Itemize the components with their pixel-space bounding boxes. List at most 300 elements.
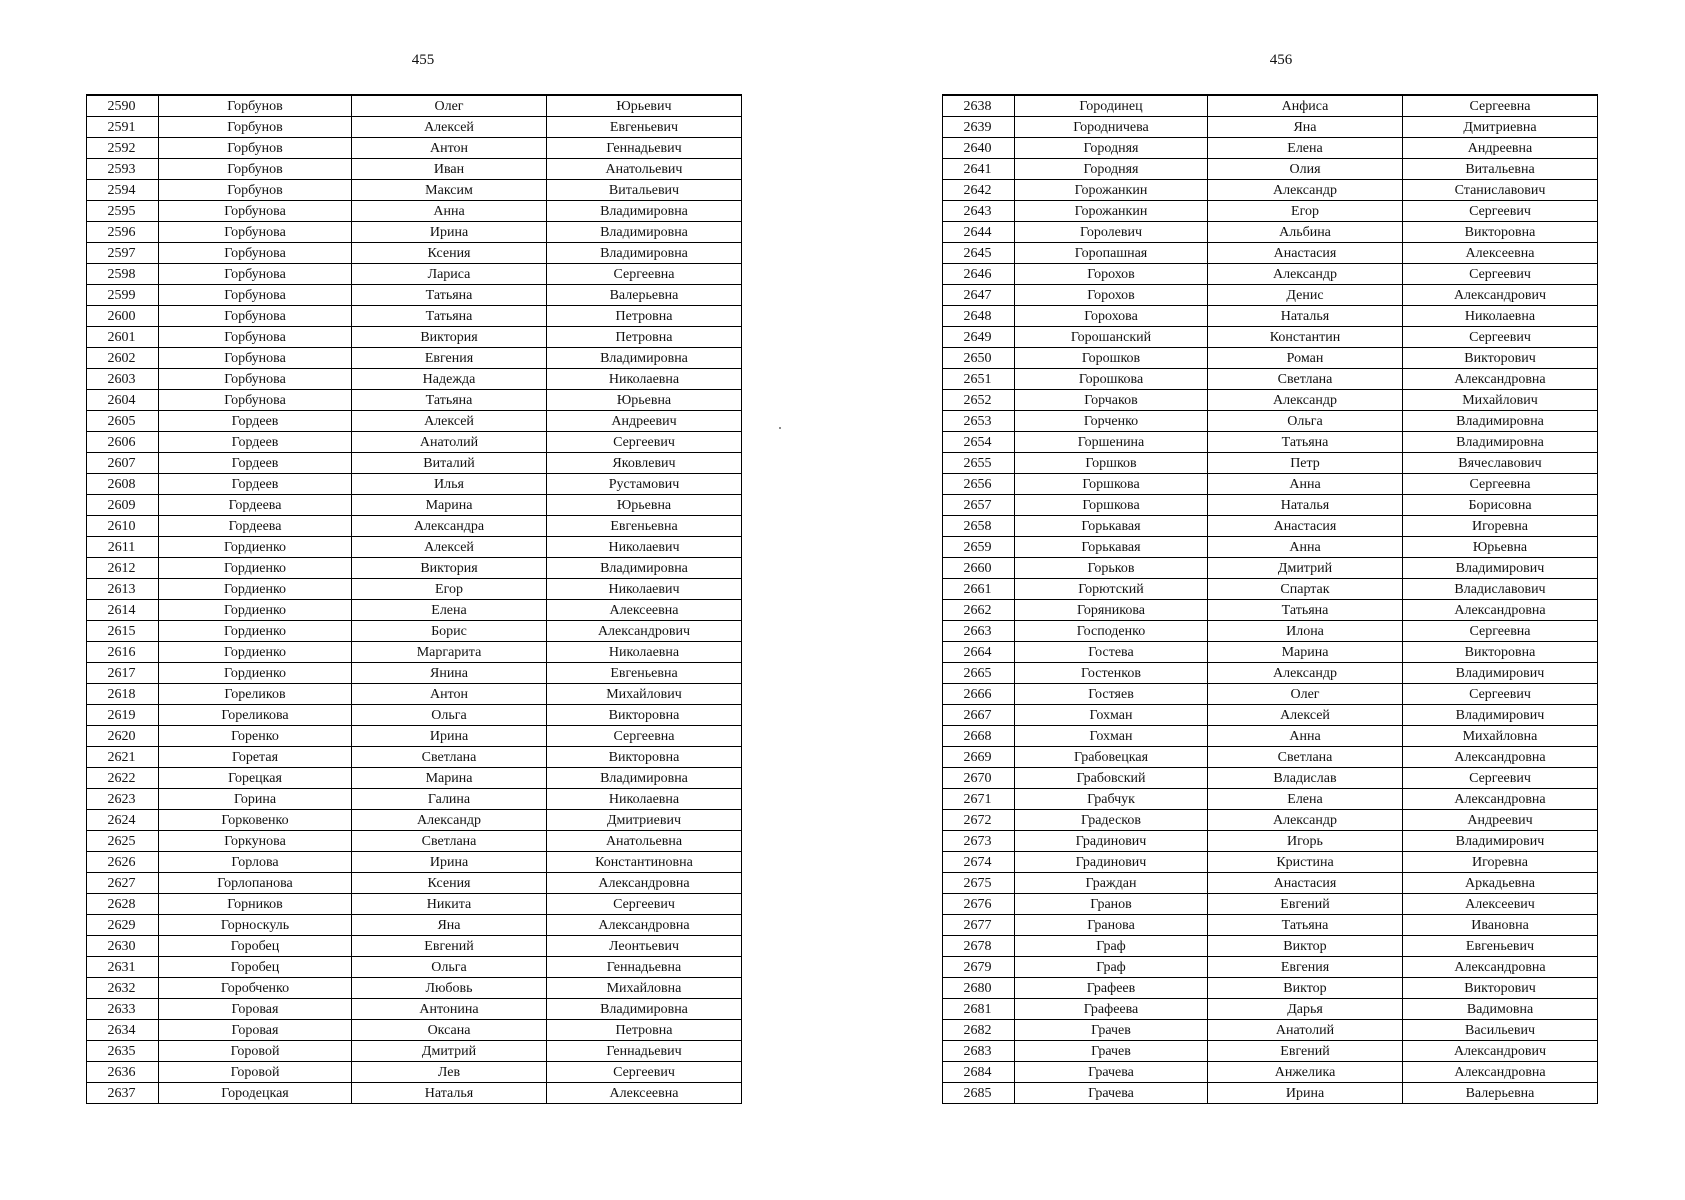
patronymic-cell: Рустамович: [547, 474, 742, 495]
table-row: [87, 936, 742, 957]
table-row: [943, 201, 1598, 222]
entry-number-cell: 2604: [87, 390, 159, 411]
entry-number-cell: 2598: [87, 264, 159, 285]
table-row: [87, 264, 742, 285]
patronymic-cell: Алексеевна: [547, 1083, 742, 1104]
surname-cell: Гохман: [1015, 705, 1208, 726]
table-row: [943, 642, 1598, 663]
surname-cell: Горошанский: [1015, 327, 1208, 348]
surname-cell: Гордиенко: [159, 621, 352, 642]
table-row: [943, 369, 1598, 390]
table-row: [943, 831, 1598, 852]
patronymic-cell: Александровна: [1403, 600, 1598, 621]
surname-cell: Гореликова: [159, 705, 352, 726]
first-name-cell: Олия: [1208, 159, 1403, 180]
table-row: [943, 684, 1598, 705]
surname-cell: Горобченко: [159, 978, 352, 999]
surname-cell: Гордеева: [159, 516, 352, 537]
entry-number-cell: 2623: [87, 789, 159, 810]
entry-number-cell: 2632: [87, 978, 159, 999]
first-name-cell: Роман: [1208, 348, 1403, 369]
patronymic-cell: Владимировна: [547, 768, 742, 789]
table-row: [87, 411, 742, 432]
table-row: [943, 180, 1598, 201]
patronymic-cell: Николаевич: [547, 579, 742, 600]
first-name-cell: Галина: [352, 789, 547, 810]
entry-number-cell: 2646: [943, 264, 1015, 285]
first-name-cell: Александр: [1208, 180, 1403, 201]
patronymic-cell: Сергеевна: [547, 726, 742, 747]
entry-number-cell: 2671: [943, 789, 1015, 810]
table-row: [87, 726, 742, 747]
surname-cell: Горбунова: [159, 306, 352, 327]
entry-number-cell: 2599: [87, 285, 159, 306]
patronymic-cell: Александровна: [1403, 957, 1598, 978]
first-name-cell: Евгения: [1208, 957, 1403, 978]
first-name-cell: Дмитрий: [1208, 558, 1403, 579]
table-row: [943, 936, 1598, 957]
surname-cell: Горбунова: [159, 285, 352, 306]
first-name-cell: Светлана: [352, 747, 547, 768]
first-name-cell: Александр: [1208, 663, 1403, 684]
first-name-cell: Виталий: [352, 453, 547, 474]
surname-cell: Горкунова: [159, 831, 352, 852]
patronymic-cell: Николаевна: [547, 369, 742, 390]
table-row: [943, 432, 1598, 453]
first-name-cell: Ирина: [352, 222, 547, 243]
surname-cell: Горчаков: [1015, 390, 1208, 411]
patronymic-cell: Владимирович: [1403, 663, 1598, 684]
patronymic-cell: Сергеевич: [1403, 768, 1598, 789]
patronymic-cell: Витальевна: [1403, 159, 1598, 180]
first-name-cell: Анжелика: [1208, 1062, 1403, 1083]
entry-number-cell: 2676: [943, 894, 1015, 915]
surname-cell: Горбунова: [159, 369, 352, 390]
first-name-cell: Анатолий: [352, 432, 547, 453]
surname-cell: Городняя: [1015, 159, 1208, 180]
table-row: [943, 999, 1598, 1020]
surname-cell: Горшкова: [1015, 474, 1208, 495]
entry-number-cell: 2659: [943, 537, 1015, 558]
first-name-cell: Ирина: [352, 852, 547, 873]
entry-number-cell: 2660: [943, 558, 1015, 579]
surname-cell: Грачева: [1015, 1062, 1208, 1083]
table-row: [87, 1062, 742, 1083]
table-row: [87, 495, 742, 516]
patronymic-cell: Юрьевна: [1403, 537, 1598, 558]
patronymic-cell: Сергеевна: [1403, 474, 1598, 495]
surname-cell: Графеев: [1015, 978, 1208, 999]
patronymic-cell: Андреевич: [1403, 810, 1598, 831]
first-name-cell: Оксана: [352, 1020, 547, 1041]
patronymic-cell: Николаевна: [1403, 306, 1598, 327]
table-row: [943, 222, 1598, 243]
patronymic-cell: Игоревна: [1403, 516, 1598, 537]
patronymic-cell: Александровна: [547, 873, 742, 894]
surname-cell: Горбунов: [159, 159, 352, 180]
surname-cell: Горожанкин: [1015, 201, 1208, 222]
entry-number-cell: 2683: [943, 1041, 1015, 1062]
table-row: [87, 537, 742, 558]
surname-cell: Горецкая: [159, 768, 352, 789]
table-row: [943, 453, 1598, 474]
patronymic-cell: Владимировна: [547, 222, 742, 243]
surname-cell: Грабовецкая: [1015, 747, 1208, 768]
page-number-right: 456: [1269, 52, 1293, 68]
first-name-cell: Елена: [352, 600, 547, 621]
table-row: [943, 747, 1598, 768]
patronymic-cell: Игоревна: [1403, 852, 1598, 873]
first-name-cell: Иван: [352, 159, 547, 180]
table-row: [87, 117, 742, 138]
first-name-cell: Анастасия: [1208, 873, 1403, 894]
patronymic-cell: Александрович: [1403, 1041, 1598, 1062]
first-name-cell: Алексей: [352, 411, 547, 432]
first-name-cell: Татьяна: [352, 285, 547, 306]
first-name-cell: Татьяна: [1208, 600, 1403, 621]
table-row: [943, 411, 1598, 432]
first-name-cell: Светлана: [352, 831, 547, 852]
surname-cell: Горноскуль: [159, 915, 352, 936]
patronymic-cell: Алексеевна: [1403, 243, 1598, 264]
entry-number-cell: 2651: [943, 369, 1015, 390]
patronymic-cell: Сергеевич: [1403, 327, 1598, 348]
table-row: [943, 852, 1598, 873]
first-name-cell: Дарья: [1208, 999, 1403, 1020]
table-row: [943, 516, 1598, 537]
patronymic-cell: Владимирович: [1403, 558, 1598, 579]
first-name-cell: Анна: [1208, 474, 1403, 495]
table-row: [87, 810, 742, 831]
first-name-cell: Яна: [1208, 117, 1403, 138]
entry-number-cell: 2644: [943, 222, 1015, 243]
first-name-cell: Игорь: [1208, 831, 1403, 852]
entry-number-cell: 2684: [943, 1062, 1015, 1083]
surname-cell: Горлопанова: [159, 873, 352, 894]
patronymic-cell: Вячеславович: [1403, 453, 1598, 474]
table-row: [87, 663, 742, 684]
entry-number-cell: 2624: [87, 810, 159, 831]
table-row: [87, 348, 742, 369]
page-number-left: 455: [411, 52, 435, 68]
surname-cell: Горбунов: [159, 95, 352, 117]
table-row: [87, 852, 742, 873]
patronymic-cell: Викторовна: [547, 747, 742, 768]
first-name-cell: Светлана: [1208, 747, 1403, 768]
table-row: [87, 243, 742, 264]
table-row: [943, 810, 1598, 831]
entry-number-cell: 2642: [943, 180, 1015, 201]
surname-cell: Гордиенко: [159, 642, 352, 663]
scan-speck: [779, 427, 781, 429]
patronymic-cell: Витальевич: [547, 180, 742, 201]
patronymic-cell: Михайловна: [547, 978, 742, 999]
first-name-cell: Ольга: [352, 705, 547, 726]
table-row: [943, 726, 1598, 747]
entry-number-cell: 2680: [943, 978, 1015, 999]
surname-cell: Граф: [1015, 957, 1208, 978]
surname-cell: Гордеев: [159, 432, 352, 453]
entry-number-cell: 2682: [943, 1020, 1015, 1041]
entry-number-cell: 2593: [87, 159, 159, 180]
patronymic-cell: Сергеевна: [1403, 621, 1598, 642]
patronymic-cell: Евгеньевна: [547, 516, 742, 537]
surname-cell: Горина: [159, 789, 352, 810]
entry-number-cell: 2667: [943, 705, 1015, 726]
entry-number-cell: 2662: [943, 600, 1015, 621]
table-row: [943, 285, 1598, 306]
patronymic-cell: Петровна: [547, 327, 742, 348]
patronymic-cell: Владимирович: [1403, 705, 1598, 726]
patronymic-cell: Александрович: [547, 621, 742, 642]
patronymic-cell: Евгеньевич: [547, 117, 742, 138]
table-row: [87, 600, 742, 621]
surname-cell: Градесков: [1015, 810, 1208, 831]
entry-number-cell: 2615: [87, 621, 159, 642]
entry-number-cell: 2650: [943, 348, 1015, 369]
surname-cell: Граждан: [1015, 873, 1208, 894]
table-row: [87, 1020, 742, 1041]
surname-cell: Горченко: [1015, 411, 1208, 432]
patronymic-cell: Викторовна: [1403, 222, 1598, 243]
surname-cell: Грабчук: [1015, 789, 1208, 810]
surname-cell: Горохов: [1015, 285, 1208, 306]
first-name-cell: Анастасия: [1208, 243, 1403, 264]
first-name-cell: Антон: [352, 684, 547, 705]
entry-number-cell: 2603: [87, 369, 159, 390]
first-name-cell: Спартак: [1208, 579, 1403, 600]
patronymic-cell: Владимирович: [1403, 831, 1598, 852]
entry-number-cell: 2608: [87, 474, 159, 495]
entry-number-cell: 2616: [87, 642, 159, 663]
patronymic-cell: Васильевич: [1403, 1020, 1598, 1041]
table-row: [87, 957, 742, 978]
first-name-cell: Евгений: [352, 936, 547, 957]
surname-cell: Гордеев: [159, 453, 352, 474]
table-row: [943, 978, 1598, 999]
entry-number-cell: 2591: [87, 117, 159, 138]
surname-cell: Горбунова: [159, 201, 352, 222]
surname-cell: Горютский: [1015, 579, 1208, 600]
surname-cell: Горников: [159, 894, 352, 915]
entry-number-cell: 2626: [87, 852, 159, 873]
surname-cell: Горовой: [159, 1062, 352, 1083]
surname-cell: Гореликов: [159, 684, 352, 705]
patronymic-cell: Валерьевна: [1403, 1083, 1598, 1104]
surname-cell: Граф: [1015, 936, 1208, 957]
patronymic-cell: Викторовна: [547, 705, 742, 726]
table-row: [87, 95, 742, 117]
surname-cell: Горохов: [1015, 264, 1208, 285]
patronymic-cell: Михайлович: [1403, 390, 1598, 411]
patronymic-cell: Геннадьевна: [547, 957, 742, 978]
first-name-cell: Татьяна: [1208, 915, 1403, 936]
entry-number-cell: 2594: [87, 180, 159, 201]
surname-cell: Гохман: [1015, 726, 1208, 747]
table-row: [87, 369, 742, 390]
patronymic-cell: Сергеевич: [1403, 264, 1598, 285]
entry-number-cell: 2657: [943, 495, 1015, 516]
patronymic-cell: Владимировна: [547, 243, 742, 264]
entry-number-cell: 2663: [943, 621, 1015, 642]
entry-number-cell: 2672: [943, 810, 1015, 831]
entry-number-cell: 2637: [87, 1083, 159, 1104]
table-row: [87, 159, 742, 180]
table-row: [943, 1020, 1598, 1041]
entry-number-cell: 2622: [87, 768, 159, 789]
patronymic-cell: Александровна: [547, 915, 742, 936]
first-name-cell: Евгений: [1208, 894, 1403, 915]
first-name-cell: Надежда: [352, 369, 547, 390]
table-row: [943, 957, 1598, 978]
surname-cell: Горенко: [159, 726, 352, 747]
table-row: [87, 915, 742, 936]
table-row: [943, 243, 1598, 264]
patronymic-cell: Николаевич: [547, 537, 742, 558]
table-row: [943, 1083, 1598, 1104]
patronymic-cell: Сергеевич: [1403, 201, 1598, 222]
patronymic-cell: Сергеевич: [547, 1062, 742, 1083]
surname-cell: Гостева: [1015, 642, 1208, 663]
entry-number-cell: 2670: [943, 768, 1015, 789]
patronymic-cell: Геннадьевич: [547, 1041, 742, 1062]
patronymic-cell: Сергеевна: [547, 264, 742, 285]
patronymic-cell: Сергеевич: [1403, 684, 1598, 705]
entry-number-cell: 2628: [87, 894, 159, 915]
first-name-cell: Светлана: [1208, 369, 1403, 390]
table-row: [87, 558, 742, 579]
first-name-cell: Маргарита: [352, 642, 547, 663]
table-row: [943, 95, 1598, 117]
entry-number-cell: 2658: [943, 516, 1015, 537]
entry-number-cell: 2592: [87, 138, 159, 159]
patronymic-cell: Алексеевна: [547, 600, 742, 621]
surname-cell: Гордиенко: [159, 558, 352, 579]
table-row: [943, 264, 1598, 285]
surname-cell: Горобец: [159, 957, 352, 978]
patronymic-cell: Юрьевна: [547, 390, 742, 411]
table-row: [943, 663, 1598, 684]
patronymic-cell: Михайловна: [1403, 726, 1598, 747]
entry-number-cell: 2643: [943, 201, 1015, 222]
surname-cell: Гордиенко: [159, 600, 352, 621]
patronymic-cell: Михайлович: [547, 684, 742, 705]
surname-cell: Гранова: [1015, 915, 1208, 936]
entry-number-cell: 2649: [943, 327, 1015, 348]
table-row: [87, 306, 742, 327]
first-name-cell: Елена: [1208, 789, 1403, 810]
patronymic-cell: Александровна: [1403, 369, 1598, 390]
first-name-cell: Олег: [352, 95, 547, 117]
patronymic-cell: Анатольевна: [547, 831, 742, 852]
entry-number-cell: 2674: [943, 852, 1015, 873]
roster-table-page-456: [942, 94, 1598, 1104]
first-name-cell: Анна: [1208, 537, 1403, 558]
entry-number-cell: 2609: [87, 495, 159, 516]
entry-number-cell: 2638: [943, 95, 1015, 117]
table-row: [943, 474, 1598, 495]
table-row: [943, 705, 1598, 726]
table-row: [943, 159, 1598, 180]
table-row: [943, 537, 1598, 558]
entry-number-cell: 2640: [943, 138, 1015, 159]
patronymic-cell: Викторович: [1403, 978, 1598, 999]
surname-cell: Горшенина: [1015, 432, 1208, 453]
table-row: [943, 558, 1598, 579]
table-row: [87, 978, 742, 999]
surname-cell: Горькавая: [1015, 537, 1208, 558]
first-name-cell: Ирина: [352, 726, 547, 747]
patronymic-cell: Юрьевна: [547, 495, 742, 516]
table-row: [87, 390, 742, 411]
patronymic-cell: Дмитриевич: [547, 810, 742, 831]
table-row: [943, 327, 1598, 348]
first-name-cell: Илья: [352, 474, 547, 495]
first-name-cell: Татьяна: [352, 306, 547, 327]
first-name-cell: Анна: [352, 201, 547, 222]
table-row: [87, 621, 742, 642]
patronymic-cell: Андреевна: [1403, 138, 1598, 159]
surname-cell: Грачева: [1015, 1083, 1208, 1104]
first-name-cell: Денис: [1208, 285, 1403, 306]
first-name-cell: Ксения: [352, 243, 547, 264]
table-row: [87, 705, 742, 726]
first-name-cell: Татьяна: [352, 390, 547, 411]
surname-cell: Горшкова: [1015, 495, 1208, 516]
entry-number-cell: 2653: [943, 411, 1015, 432]
surname-cell: Графеева: [1015, 999, 1208, 1020]
table-row: [943, 915, 1598, 936]
table-row: [87, 222, 742, 243]
table-row: [943, 873, 1598, 894]
entry-number-cell: 2607: [87, 453, 159, 474]
first-name-cell: Наталья: [1208, 306, 1403, 327]
patronymic-cell: Алексеевич: [1403, 894, 1598, 915]
first-name-cell: Борис: [352, 621, 547, 642]
entry-number-cell: 2625: [87, 831, 159, 852]
table-row: [943, 348, 1598, 369]
patronymic-cell: Дмитриевна: [1403, 117, 1598, 138]
surname-cell: Горбунова: [159, 264, 352, 285]
first-name-cell: Янина: [352, 663, 547, 684]
surname-cell: Горькавая: [1015, 516, 1208, 537]
entry-number-cell: 2633: [87, 999, 159, 1020]
patronymic-cell: Яковлевич: [547, 453, 742, 474]
first-name-cell: Виктория: [352, 327, 547, 348]
first-name-cell: Ирина: [1208, 1083, 1403, 1104]
table-row: [87, 453, 742, 474]
first-name-cell: Елена: [1208, 138, 1403, 159]
table-row: [87, 642, 742, 663]
first-name-cell: Лев: [352, 1062, 547, 1083]
patronymic-cell: Петровна: [547, 1020, 742, 1041]
entry-number-cell: 2654: [943, 432, 1015, 453]
first-name-cell: Никита: [352, 894, 547, 915]
surname-cell: Горбунов: [159, 138, 352, 159]
surname-cell: Гордиенко: [159, 537, 352, 558]
first-name-cell: Олег: [1208, 684, 1403, 705]
first-name-cell: Максим: [352, 180, 547, 201]
first-name-cell: Александр: [1208, 264, 1403, 285]
entry-number-cell: 2610: [87, 516, 159, 537]
entry-number-cell: 2619: [87, 705, 159, 726]
entry-number-cell: 2645: [943, 243, 1015, 264]
surname-cell: Горобец: [159, 936, 352, 957]
table-row: [943, 621, 1598, 642]
entry-number-cell: 2635: [87, 1041, 159, 1062]
table-row: [87, 285, 742, 306]
first-name-cell: Татьяна: [1208, 432, 1403, 453]
